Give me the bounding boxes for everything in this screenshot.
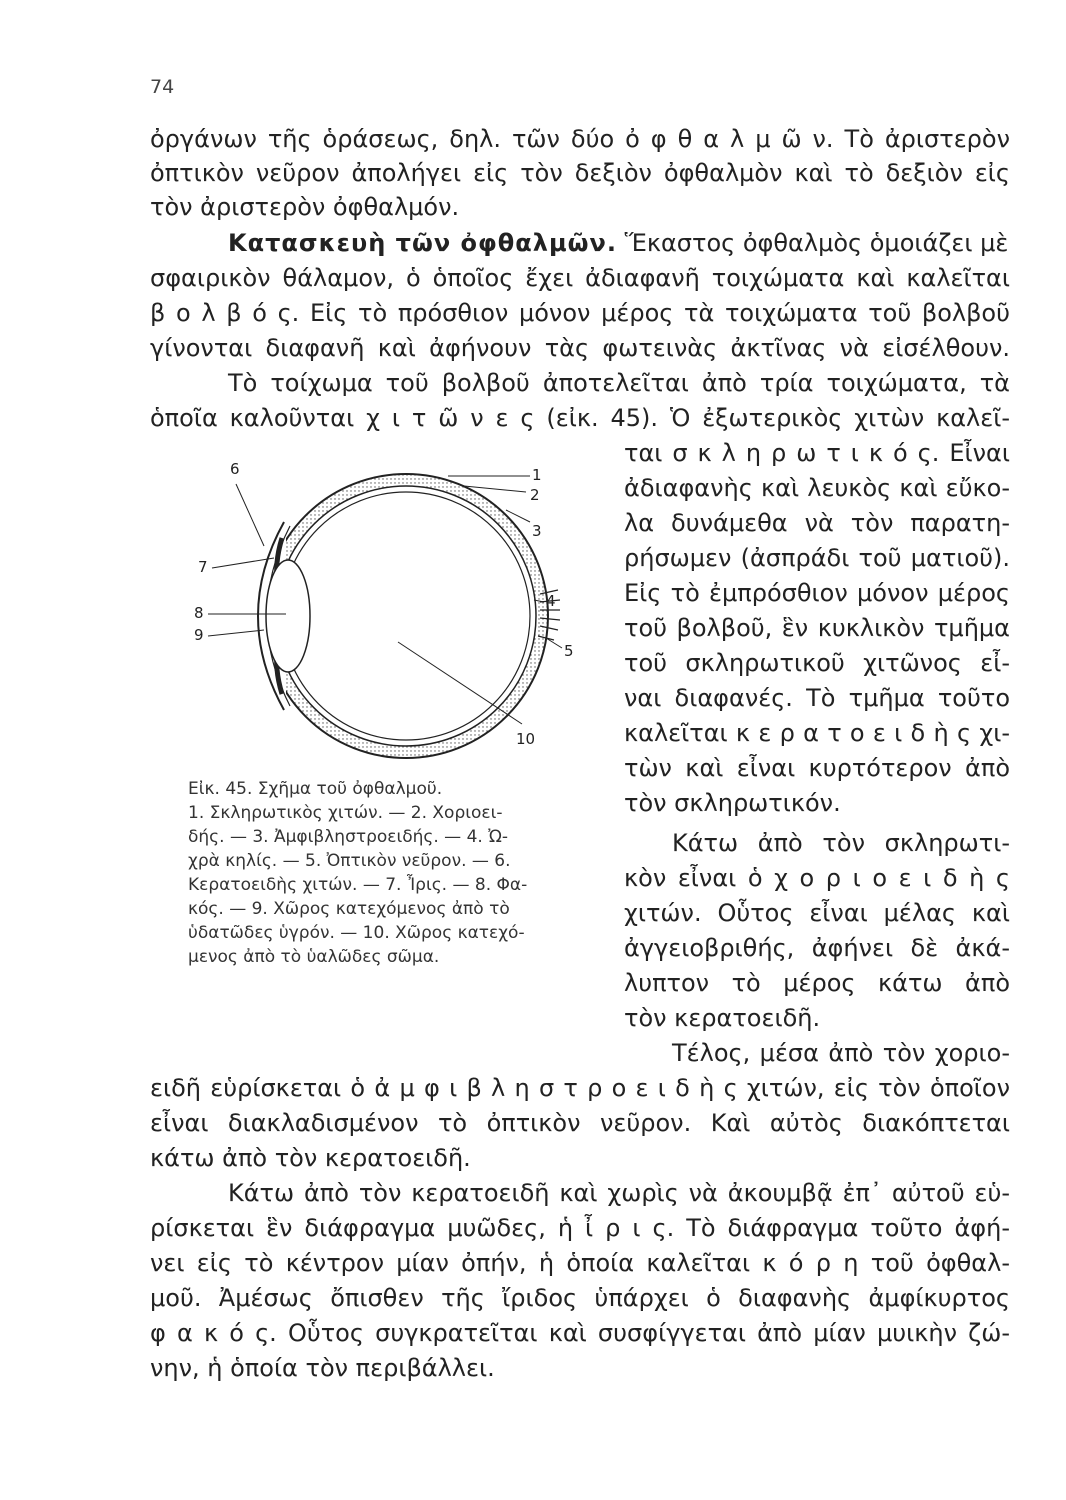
figure-caption-line: δής. — 3. Ἀμφιβληστροειδής. — 4. Ὠ- (188, 827, 508, 847)
lens (266, 560, 310, 672)
text-line: κὸν εἶναι ὁ χ ο ρ ι ο ε ι δ ὴ ς (624, 864, 1010, 892)
text-line: ἀγγειοβριθής, ἀφήνει δὲ ἀκά- (624, 934, 1010, 962)
eye-diagram-svg (186, 454, 586, 774)
label-4: 4 (546, 592, 556, 610)
text-line: Τὸ τοίχωμα τοῦ βολβοῦ ἀποτελεῖται ἀπὸ τρία τοιχώματα, τὰ (228, 369, 1010, 397)
section-heading: Κατασκευὴ τῶν ὀφθαλμῶν. (228, 229, 617, 257)
figure-caption-line: μενος ἀπὸ τὸ ὑαλῶδες σῶμα. (188, 947, 440, 967)
leader-6 (236, 484, 264, 546)
figure-caption-line: Κερατοειδὴς χιτών. — 7. Ἶρις. — 8. Φα- (188, 875, 528, 895)
text-line: ειδῆ εὑρίσκεται ὁ ἀ μ φ ι β λ η σ τ ρ ο ε ι δ ὴ ς χιτών, εἰς τὸν ὁποῖον (150, 1074, 1010, 1102)
text-line: ἀδιαφανὴς καὶ λευκὸς καὶ εὔκο- (624, 474, 1010, 502)
figure-caption-title: Εἰκ. 45. Σχῆμα τοῦ ὀφθαλμοῦ. (188, 779, 443, 799)
text-line: μοῦ. Ἀμέσως ὄπισθεν τῆς ἴριδος ὑπάρχει ὁ διαφανὴς ἀμφίκυρτος (150, 1284, 1010, 1312)
label-6: 6 (230, 460, 240, 478)
label-2: 2 (530, 486, 540, 504)
figure-caption-line: 1. Σκληρωτικὸς χιτών. — 2. Χοριοει- (188, 803, 503, 823)
text-line: ὀργάνων τῆς ὁράσεως, δηλ. τῶν δύο ὀ φ θ α λ μ ῶ ν. Τὸ ἀριστερὸν (150, 125, 1010, 153)
section-heading-line (150, 227, 1010, 259)
text-line: Εἰς τὸ ἐμπρόσθιον μόνον μέρος (624, 579, 1010, 607)
text-line: νει εἰς τὸ κέντρον μίαν ὀπήν, ἡ ὁποία καλεῖται κ ό ρ η τοῦ ὀφθαλ- (150, 1249, 1010, 1277)
label-5: 5 (564, 642, 574, 660)
text-line: εἶναι διακλαδισμένον τὸ ὀπτικὸν νεῦρον. Καὶ αὐτὸς διακόπτεται (150, 1109, 1010, 1137)
text-line: Κάτω ἀπὸ τὸν κερατοειδῆ καὶ χωρὶς νὰ ἀκουμβᾷ ἐπ᾽ αὐτοῦ εὑ- (228, 1179, 1010, 1207)
text-line: ται σ κ λ η ρ ω τ ι κ ό ς. Εἶναι (624, 439, 1010, 467)
text-line: τὼν καὶ εἶναι κυρτότερον ἀπὸ (624, 754, 1010, 782)
label-3: 3 (532, 522, 542, 540)
text-line: τοῦ βολβοῦ, ἓν κυκλικὸν τμῆμα (624, 614, 1010, 642)
text-line: λυπτον τὸ μέρος κάτω ἀπὸ (624, 969, 1010, 997)
label-7: 7 (198, 558, 208, 576)
eye-diagram (186, 454, 586, 774)
text-line: Τέλος, μέσα ἀπὸ τὸν χοριο- (672, 1039, 1010, 1067)
figure-caption-line: κός. — 9. Χῶρος κατεχόμενος ἀπὸ τὸ (188, 899, 510, 919)
label-9: 9 (194, 626, 204, 644)
text-line: ναι διαφανές. Τὸ τμῆμα τοῦτο (624, 684, 1010, 712)
figure-caption-line: ὑδατῶδες ὑγρόν. — 10. Χῶρος κατεχό- (188, 923, 525, 943)
text-line: ὁποῖα καλοῦνται χ ι τ ῶ ν ε ς (εἰκ. 45). Ὁ ἐξωτερικὸς χιτὼν καλεῖ- (150, 404, 1010, 432)
text-line: κάτω ἀπὸ τὸν κερατοειδῆ. (150, 1144, 471, 1172)
figure-caption-line: χρὰ κηλίς. — 5. Ὀπτικὸν νεῦρον. — 6. (188, 851, 511, 871)
text-line: β ο λ β ό ς. Εἰς τὸ πρόσθιον μόνον μέρος τὰ τοιχώματα τοῦ βολβοῦ (150, 299, 1010, 327)
text-line: ρήσωμεν (ἀσπράδι τοῦ ματιοῦ). (624, 544, 1010, 572)
label-1: 1 (532, 466, 542, 484)
text-line: φ α κ ό ς. Οὗτος συγκρατεῖται καὶ συσφίγγεται ἀπὸ μίαν μυικὴν ζώ- (150, 1319, 1010, 1347)
text-line: ὀπτικὸν νεῦρον ἀπολήγει εἰς τὸν δεξιὸν ὀφθαλμὸν καὶ τὸ δεξιὸν εἰς (150, 159, 1010, 187)
label-10: 10 (516, 730, 536, 748)
text-line: γίνονται διαφανῆ καὶ ἀφήνουν τὰς φωτεινὰς ἀκτῖνας νὰ εἰσέλθουν. (150, 334, 1010, 362)
text-line: τὸν κερατοειδῆ. (624, 1004, 821, 1032)
page-number: 74 (150, 76, 175, 98)
text-span: Ἕκαστος ὀφθαλμὸς ὁμοιάζει μὲ (616, 229, 1009, 257)
text-line: ρίσκεται ἓν διάφραγμα μυῶδες, ἡ ἶ ρ ι ς. Τὸ διάφραγμα τοῦτο ἀφή- (150, 1214, 1010, 1242)
text-line: καλεῖται κ ε ρ α τ ο ε ι δ ὴ ς χι- (624, 719, 1010, 747)
retina (282, 492, 530, 740)
text-line: τὸν ἀριστερὸν ὀφθαλμόν. (150, 193, 460, 221)
text-line: λα δυνάμεθα νὰ τὸν παρατη- (624, 509, 1010, 537)
text-line: νην, ἡ ὁποία τὸν περιβάλλει. (150, 1354, 495, 1382)
text-line: τὸν σκληρωτικόν. (624, 789, 841, 817)
text-line: τοῦ σκληρωτικοῦ χιτῶνος εἶ- (624, 649, 1010, 677)
text-line: Κάτω ἀπὸ τὸν σκληρωτι- (672, 829, 1010, 857)
label-8: 8 (194, 604, 204, 622)
text-line: χιτών. Οὗτος εἶναι μέλας καὶ (624, 899, 1010, 927)
text-line: σφαιρικὸν θάλαμον, ὁ ὁποῖος ἔχει ἀδιαφανῆ τοιχώματα καὶ καλεῖται (150, 264, 1010, 292)
